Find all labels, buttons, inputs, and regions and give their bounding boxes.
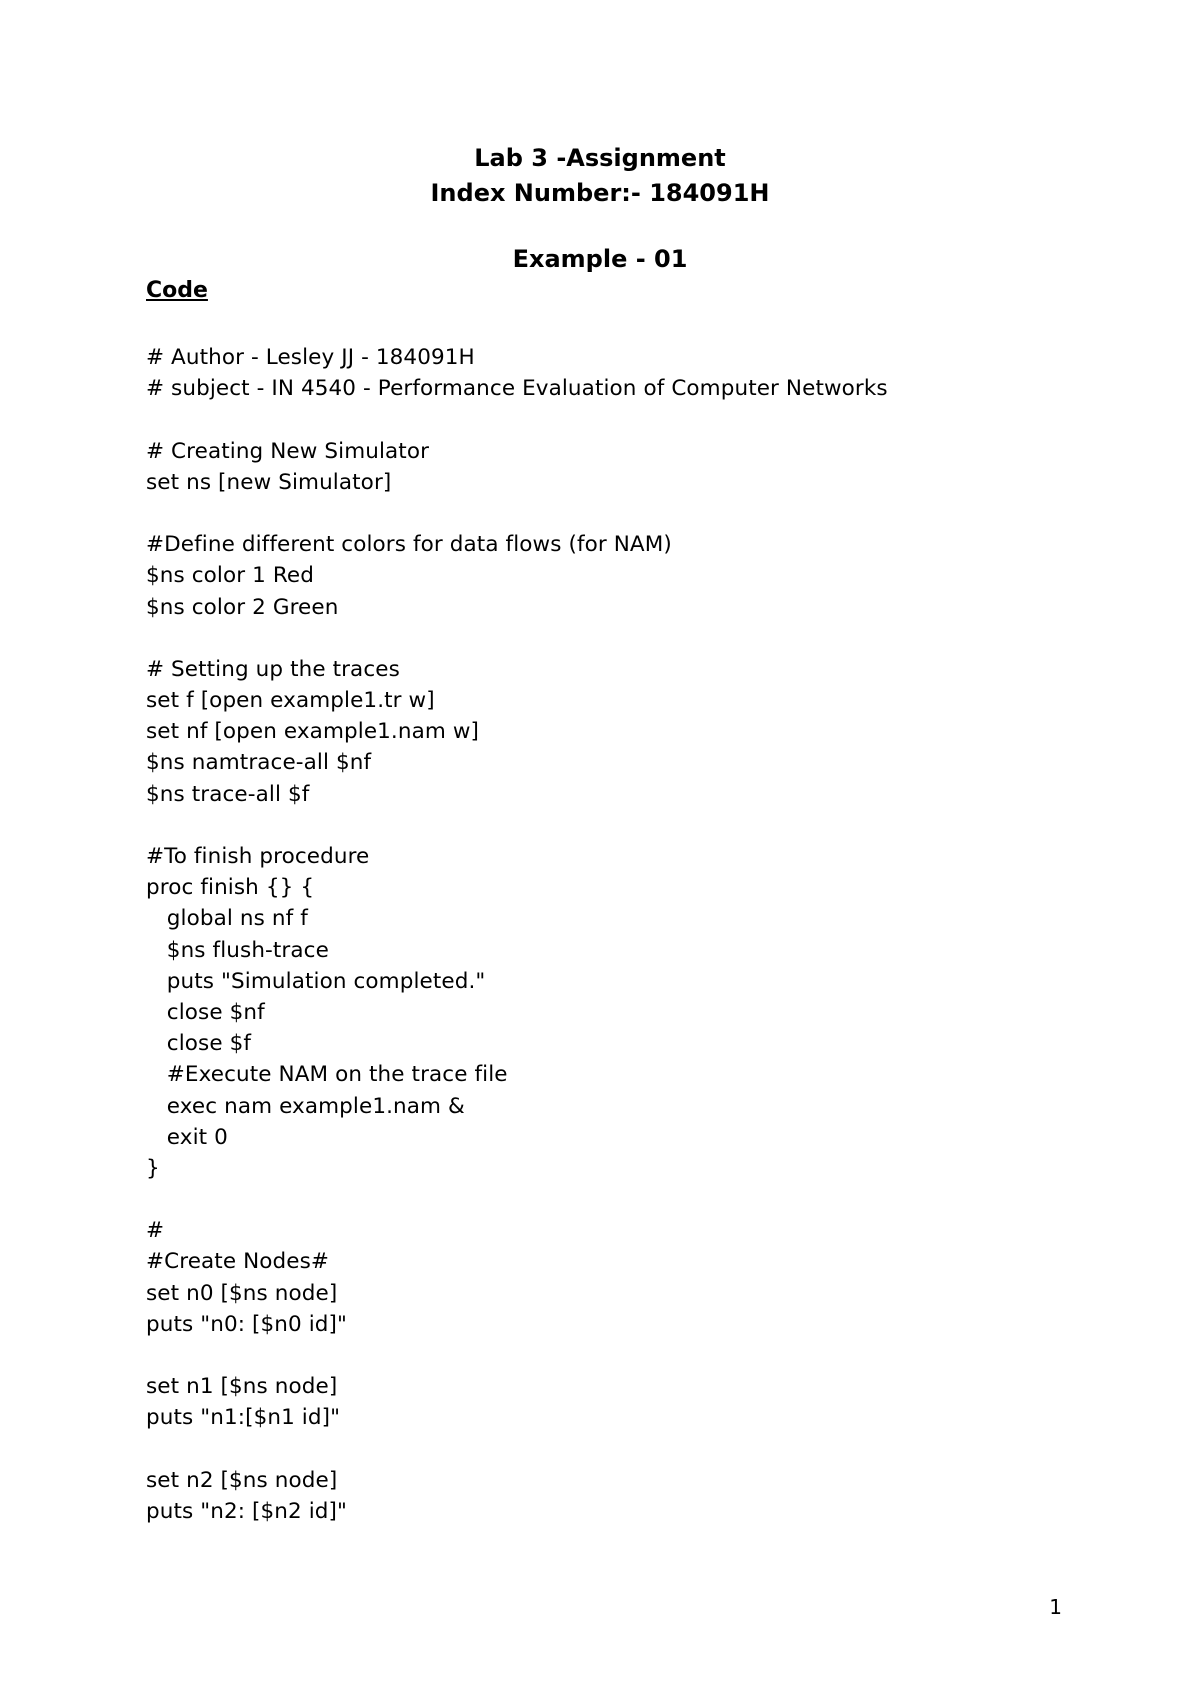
code-line: #Create Nodes#	[146, 1249, 330, 1275]
code-line: puts "n0: [$n0 id]"	[146, 1311, 348, 1337]
code-line: exit 0	[146, 1124, 228, 1150]
code-line: $ns flush-trace	[146, 937, 329, 963]
code-line: global ns nf f	[146, 906, 308, 932]
code-line: proc finish {} {	[146, 875, 315, 901]
code-line: $ns color 2 Green	[146, 594, 339, 620]
code-line	[146, 623, 888, 654]
code-line	[146, 1434, 888, 1465]
code-line: # subject - IN 4540 - Performance Evaluation of Computer Networks	[146, 376, 888, 402]
code-line: set n1 [$ns node]	[146, 1374, 338, 1400]
page-number: 1	[1049, 1595, 1062, 1619]
code-heading: Code	[146, 278, 208, 303]
code-listing	[146, 342, 888, 1527]
code-line: #	[146, 1218, 165, 1244]
code-line: set nf [open example1.nam w]	[146, 719, 480, 745]
code-line	[146, 810, 888, 841]
code-line: }	[146, 1155, 160, 1181]
code-line: close $nf	[146, 999, 265, 1025]
code-line: set ns [new Simulator]	[146, 469, 392, 495]
code-line: set n2 [$ns node]	[146, 1467, 338, 1493]
code-line: # Setting up the traces	[146, 656, 400, 682]
code-line: exec nam example1.nam &	[146, 1093, 465, 1119]
code-line: $ns namtrace-all $nf	[146, 750, 372, 776]
code-line: puts "Simulation completed."	[146, 968, 486, 994]
code-line: set n0 [$ns node]	[146, 1280, 338, 1306]
code-line: puts "n2: [$n2 id]"	[146, 1498, 348, 1524]
code-line: $ns color 1 Red	[146, 563, 314, 589]
code-line	[146, 1340, 888, 1371]
code-line: set f [open example1.tr w]	[146, 688, 435, 714]
example-heading: Example - 01	[512, 245, 688, 273]
code-line: #Define different colors for data flows (for NAM)	[146, 532, 672, 558]
code-line	[146, 1184, 888, 1215]
code-line	[146, 404, 888, 435]
code-line: $ns trace-all $f	[146, 781, 310, 807]
code-line: close $f	[146, 1031, 252, 1057]
code-line: #Execute NAM on the trace file	[146, 1062, 508, 1088]
index-number: Index Number:- 184091H	[430, 179, 770, 207]
code-line: #To finish procedure	[146, 844, 370, 869]
code-line: puts "n1:[$n1 id]"	[146, 1405, 341, 1431]
document-title: Lab 3 -Assignment	[474, 144, 726, 172]
code-line: # Author - Lesley JJ - 184091H	[146, 345, 475, 370]
code-line	[146, 498, 888, 529]
code-line: # Creating New Simulator	[146, 438, 430, 464]
